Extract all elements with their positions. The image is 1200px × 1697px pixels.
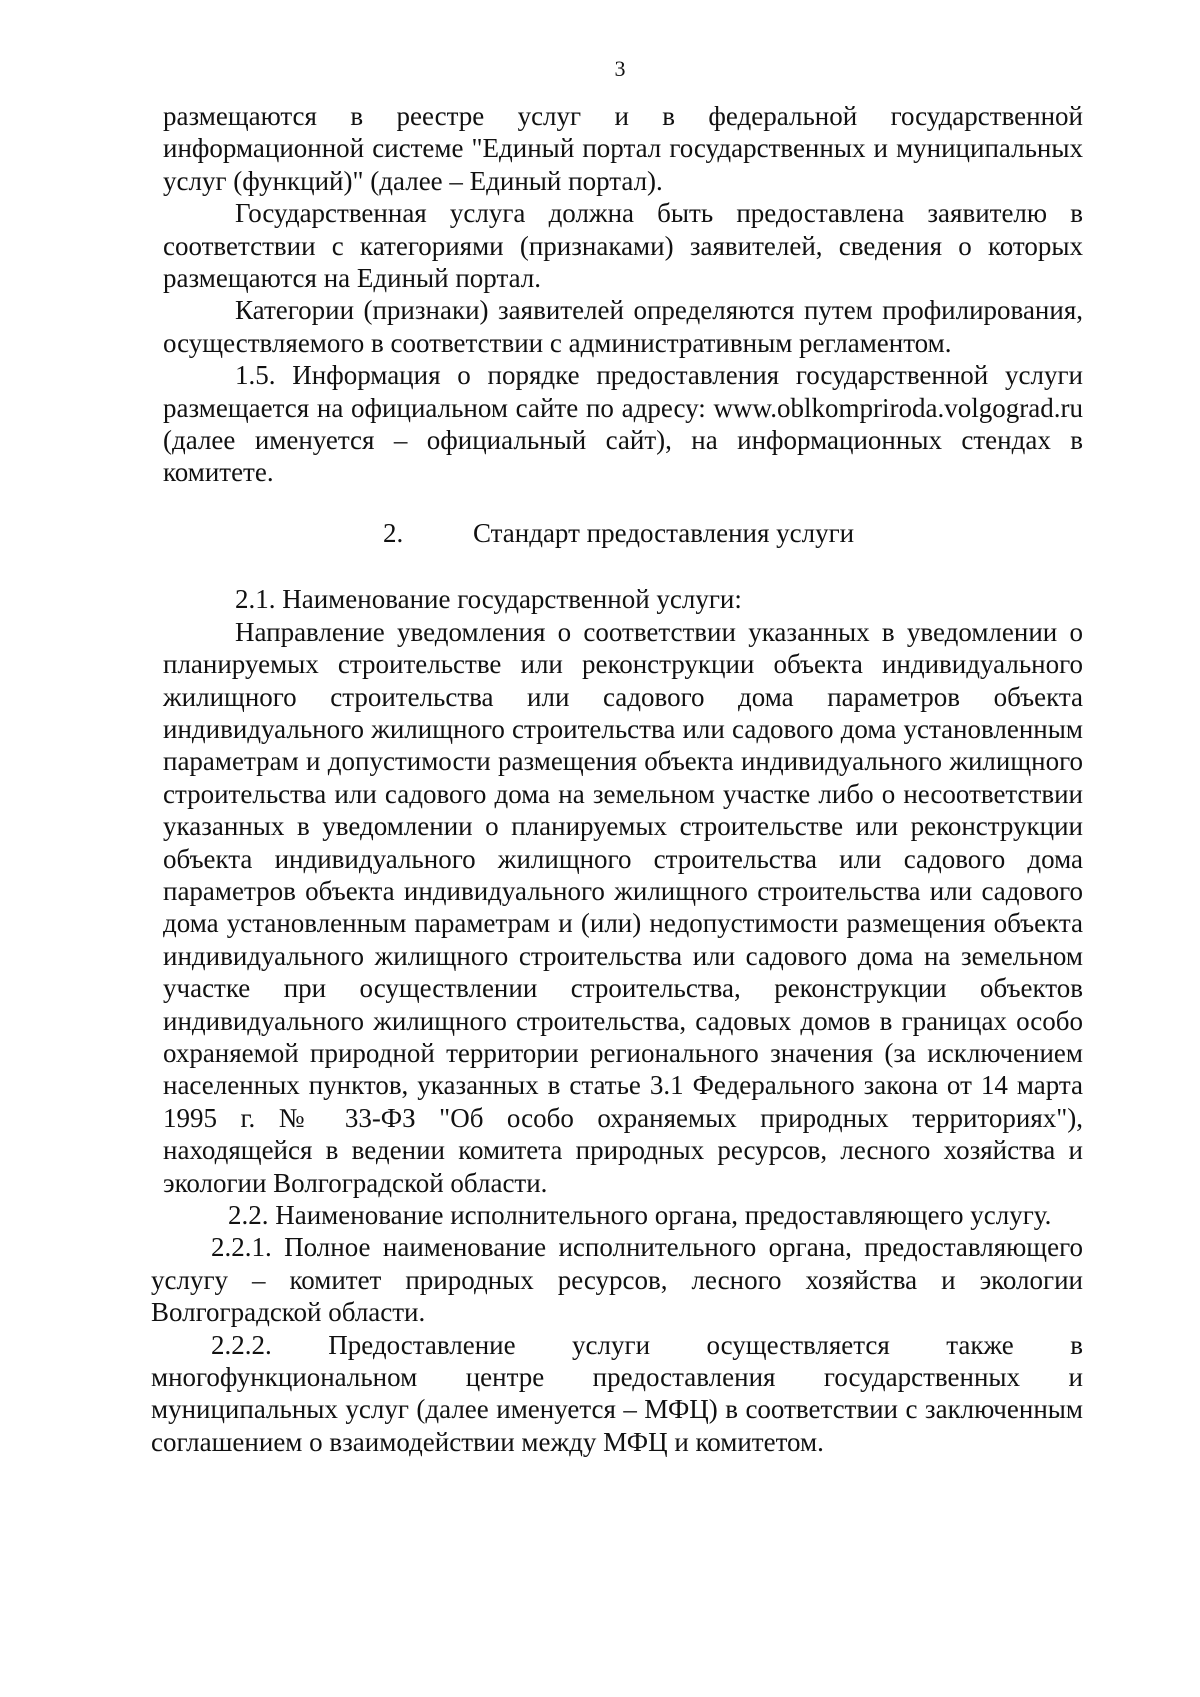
section-title: Стандарт предоставления услуги [473,517,855,548]
paragraph-3: Категории (признаки) заявителей определяются путем профилирования, осуществляемого в соответствии с административным регламентом. [163,295,1083,358]
paragraph-1: размещаются в реестре услуг и в федеральной государственной информационной системе "Единый портал государственных и муниципальных услуг (функций)" (далее – Единый портал). [163,101,1083,196]
paragraph-2: Государственная услуга должна быть предоставлена заявителю в соответствии с категориями (признаками) заявителей, сведения о которых размещаются на Единый портал. [163,198,1083,294]
section-heading [163,517,1083,549]
paragraph-2-2-1: 2.2.1. Полное наименование исполнительного органа, предоставляющего услугу – комитет природных ресурсов, лесного хозяйства и экологии Волгоградской области. [151,1232,1083,1328]
section-number: 2. [383,517,404,548]
paragraph-1-5: 1.5. Информация о порядке предоставления государственной услуги размещается на официальном сайте по адресу: www.oblkompriroda.volgograd.ru (далее именуется – официальный сайт), на информационных стендах в комитете. [163,360,1083,488]
paragraph-service-name: Направление уведомления о соответствии указанных в уведомлении о планируемых строительстве или реконструкции объекта индивидуального жилищного строительства или садового дома параметров объекта индивидуального жилищного строительства или садового дома установленным параметрам и допустимости размещения объекта индивидуального жилищного строительства или садового дома на земельном участке либо о несоответствии указанных в уведомлении о планируемых строительстве или реконструкции объекта индивидуального жилищного строительства или садового дома параметров объекта индивидуального жилищного строительства или садового дома установленным параметрам и (или) недопустимости размещения объекта индивидуального жилищного строительства или садового дома на земельном участке при осуществлении строительства, реконструкции объектов индивидуального жилищного строительства, садовых домов в границах особо охраняемой природной территории регионального значения (за исключением населенных пунктов, указанных в статье 3.1 Федерального закона от 14 марта 1995 г. № 33-ФЗ "Об особо охраняемых природных территориях"), находящейся в ведении комитета природных ресурсов, лесного хозяйства и экологии Волгоградской области. [163,616,1083,1198]
paragraph-2-2-2: 2.2.2. Предоставление услуги осуществляется также в многофункциональном центре предоставления государственных и муниципальных услуг (далее именуется – МФЦ) в соответствии с заключенным соглашением о взаимодействии между МФЦ и комитетом. [151,1329,1083,1457]
paragraph-2-1: 2.1. Наименование государственной услуги: [235,584,742,615]
document-body [151,100,1083,1458]
page-number: 3 [614,56,626,81]
paragraph-2-2: 2.2. Наименование исполнительного органа, предоставляющего услугу. [228,1200,1052,1230]
